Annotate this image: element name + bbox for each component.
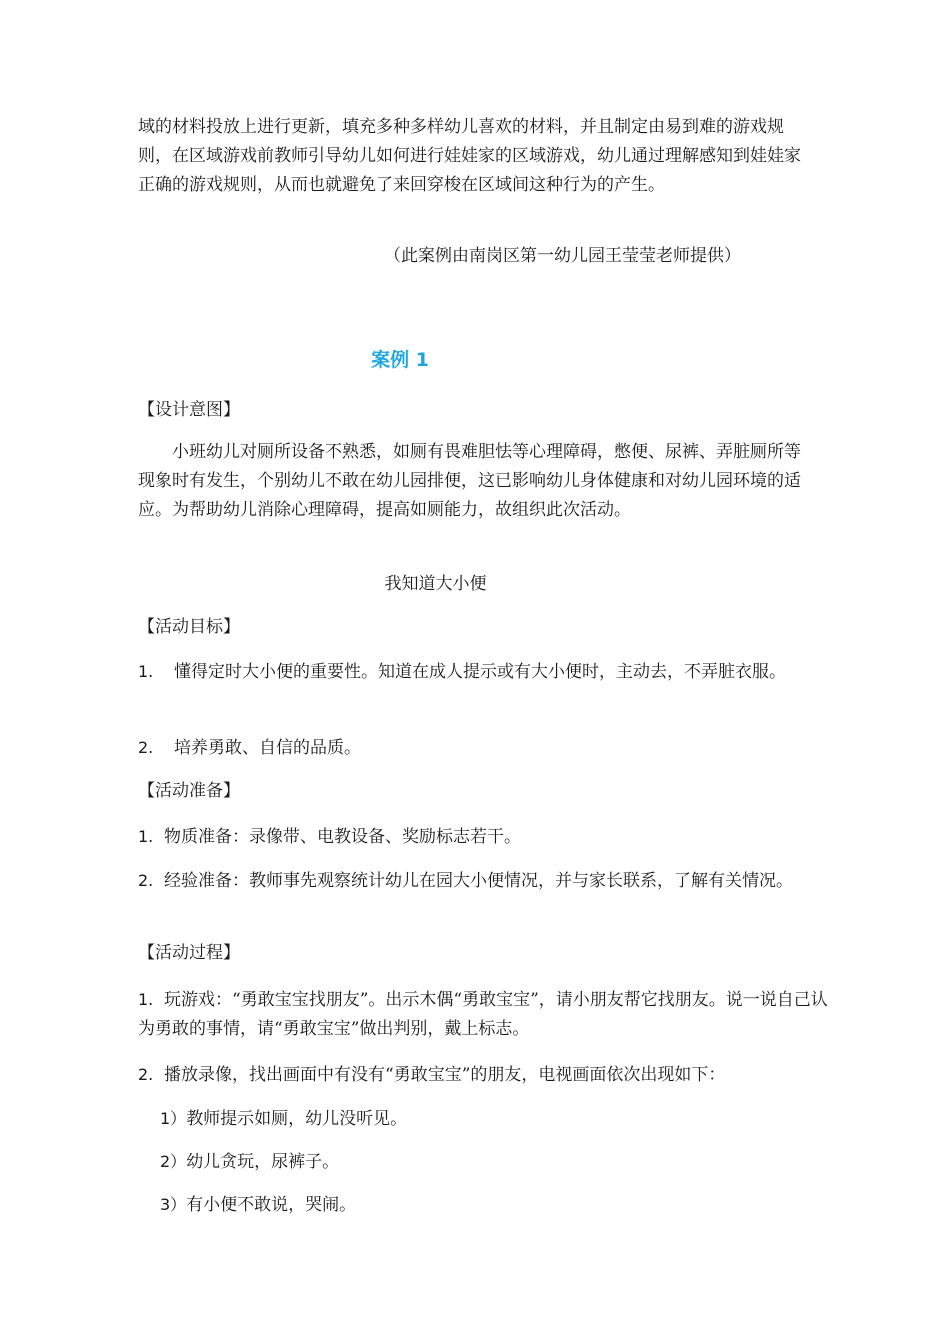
prep-item: [138, 866, 810, 896]
sub-item: [160, 1104, 832, 1134]
goal-item: [138, 657, 810, 687]
prep-number: 2.: [138, 871, 154, 890]
activity-title: 我知道大小便: [384, 574, 487, 594]
sub-number: 2）: [160, 1152, 187, 1171]
process-item: [138, 985, 828, 1044]
sub-item: [160, 1190, 832, 1220]
process-text: 播放录像，找出画面中有没有“勇敢宝宝”的朋友，电视画面依次出现如下：: [164, 1065, 726, 1085]
sub-number: 1）: [160, 1109, 187, 1128]
prep-heading: 【活动准备】: [138, 781, 240, 801]
sub-text: 有小便不敢说，哭闹。: [186, 1195, 357, 1215]
case-title: 案例 1: [371, 349, 429, 371]
goal-item: [138, 733, 810, 763]
process-number: 2.: [138, 1065, 154, 1084]
prep-text: 经验准备：教师事先观察统计幼儿在园大小便情况，并与家长联系，了解有关情况。: [164, 871, 793, 891]
process-item: [138, 1060, 828, 1090]
goal-text: 懂得定时大小便的重要性。知道在成人提示或有大小便时，主动去，不弄脏衣服。: [174, 662, 786, 682]
sub-item: [160, 1147, 832, 1177]
case-credit: （此案例由南岗区第一幼儿园王莹莹老师提供）: [384, 246, 741, 266]
process-number: 1.: [138, 990, 154, 1009]
prep-number: 1.: [138, 827, 154, 846]
sub-text: 教师提示如厕，幼儿没听见。: [186, 1109, 408, 1129]
sub-text: 幼儿贪玩，尿裤子。: [186, 1152, 340, 1172]
intro-paragraph: 域的材料投放上进行更新，填充多种多样幼儿喜欢的材料，并且制定由易到难的游戏规则，在区域游戏前教师引导幼儿如何进行娃娃家的区域游戏，幼儿通过理解感知到娃娃家正确的游戏规则，从而也就避免了来回穿梭在区域间这种行为的产生。: [138, 117, 801, 195]
goal-text: 培养勇敢、自信的品质。: [174, 738, 361, 758]
goal-number: 2.: [138, 738, 154, 757]
prep-text: 物质准备：录像带、电教设备、奖励标志若干。: [164, 827, 521, 847]
design-text: 小班幼儿对厕所设备不熟悉，如厕有畏难胆怯等心理障碍，憋便、尿裤、弄脏厕所等现象时有发生，个别幼儿不敢在幼儿园排便，这已影响幼儿身体健康和对幼儿园环境的适应。为帮助幼儿消除心理障碍，提高如厕能力，故组织此次活动。: [138, 442, 801, 520]
process-heading: 【活动过程】: [138, 943, 240, 963]
sub-number: 3）: [160, 1195, 187, 1214]
process-text: 玩游戏：“勇敢宝宝找朋友”。出示木偶“勇敢宝宝”，请小朋友帮它找朋友。说一说自己认为勇敢的事情，请“勇敢宝宝”做出判别，戴上标志。: [138, 990, 828, 1039]
goals-heading: 【活动目标】: [138, 617, 240, 637]
design-heading: 【设计意图】: [138, 400, 240, 420]
goal-number: 1.: [138, 662, 154, 681]
prep-item: [138, 822, 810, 852]
